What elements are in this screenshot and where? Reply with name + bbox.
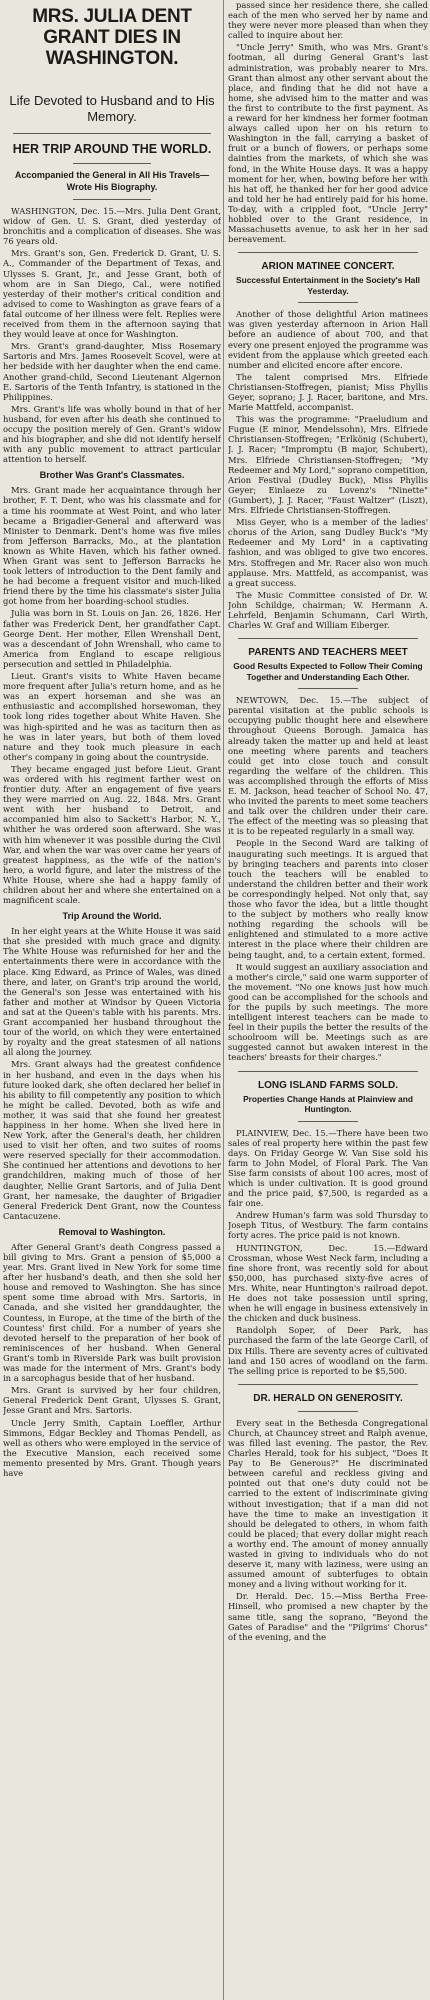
article-paragraph: WASHINGTON, Dec. 15.—Mrs. Julia Dent Grant, widow of Gen. U. S. Grant, died yesterday of bronchitis and a complication of diseases. She was 76 years old. (3, 206, 221, 247)
article-paragraph: Andrew Human's farm was sold Thursday to Joseph Titus, of Westbury. The farm contains forty acres. The price paid is not known. (228, 1210, 428, 1241)
article-paragraph: Mrs. Grant's son, Gen. Frederick D. Grant, U. S. A., Commander of the Department of Texas, and Ulysses S. Grant, Jr., and Jesse Grant, both of whom are in San Diego, Cal., were notified yesterday of their mother's critical condition and advised to come to Washington as grave fears of a fatal outcome of her illness were felt. Replies were received from them in the afternoon saying that they would leave at once for Washington. (3, 248, 221, 340)
herald-headline: DR. HERALD ON GENEROSITY. (253, 1392, 403, 1404)
article-paragraph: Lieut. Grant's visits to White Haven became more frequent after Julia's return home, and as he was an expert horseman and she was an enthusiastic and accomplished horsewoman, they took long rides together about White Haven. She was high-spirited and he was as taciturn then as he was in later years, but both of them loved nature and they took much pleasure in each other's company in going about the countryside. (3, 671, 221, 762)
divider (13, 133, 211, 134)
subheadline: Accompanied the General in All His Travels—Wrote His Biography. (14, 170, 210, 192)
divider (73, 163, 151, 164)
parents-headline: PARENTS AND TEACHERS MEET (248, 647, 408, 659)
article-paragraph: PLAINVIEW, Dec. 15.—There have been two sales of real property here within the past few days. On Friday George W. Van Sise sold his farm to John Model, of Floral Park. The Van Sise farm consists of about 100 acres, most of which is under cultivation. It is good ground and the price paid, $7,500, is regarded as a fair one. (228, 1127, 428, 1209)
subhead-removal: Removal to Washington. (58, 1226, 166, 1237)
article-paragraph: After General Grant's death Congress passed a bill giving to Mrs. Grant a pension of $5,000 a year. Mrs. Grant lived in New York for some time after her husband's death, and then she sold her house and removed to Washington. She has since spent some time abroad with Mrs. Sartoris, in Canada, and she visited her granddaughter, the Countess, in Europe, at the time of the birth of the Countess' first child. For a number of years she devoted herself to the preparation of her book of reminiscences of her husband. When General Grant's tomb in Riverside Park was built provision was made for the interment of Mrs. Grant's body in a sarcophagus beside that of her husband. (3, 1241, 221, 1384)
divider (73, 199, 151, 200)
divider (238, 1384, 418, 1385)
article-paragraph: Mrs. Grant made her acquaintance through her brother, F. T. Dent, who was his classmate and for a time his roommate at West Point, and who later became a Brigadier-General and afterward was Minister to Denmark. Dent's home was five miles from Jefferson Barracks, Mo., at the plantation known as White Haven, which his father owned. When Grant was sent to Jefferson Barracks he took letters of introduction to the Dent family and he had become a frequent visitor and much-liked friend there by the time his classmate's sister Julia got home from her boarding-school studies. (3, 485, 221, 607)
arion-headline: ARION MATINEE CONCERT. (261, 261, 395, 273)
divider (298, 688, 358, 689)
article-paragraph: Mrs. Grant is survived by her four children, General Frederick Dent Grant, Ulysses S. Grant, Jesse Grant and Mrs. Sartoris. (3, 1385, 221, 1416)
li-subheadline: Properties Change Hands at Plainview and Huntington. (243, 1093, 413, 1115)
subhead-trip: Trip Around the World. (62, 911, 162, 922)
divider (238, 638, 418, 639)
divider (298, 302, 358, 303)
divider (238, 252, 418, 253)
article-paragraph: This was the programme: "Praeludium and Fugue (E minor, Mendelssohn), Mrs. Elfriede Christiansen-Stoffregen; "Erlkönig (Schubert), J. J. Racer; "Impromptu (B major, Schubert), Mrs. Elfriede Christiansen-Stoffregen; "My Redeemer and My Lord," soprano competition, Arion Festival (Dudley Buck), Miss Phyllis Geyer; Einlaeze zu Lovenz's "Ninette" (Gumbert), J. J. Racer, "Faust Waltzer" (Liszt), Mrs. Elfriede Christiansen-Stoffregen. (228, 414, 428, 516)
article-paragraph: People in the Second Ward are talking of inaugurating such meetings. It is argued that by bringing teachers and parents into closer touch the teachers will be enabled to understand the children better and their work be correspondingly helped. Not only that, say those who favor the idea, but a little thought to the subject by mothers who really know nothing regarding the schools will be enlightened and stimulated to a more active interest in the place where their children are being taught, and, to a certain extent, formed. (228, 838, 428, 960)
article-paragraph: Mrs. Grant always had the greatest confidence in her husband, and even in the days when his future looked dark, she often declared her belief in his ability to fill competently any position to which he might be called. Devoted, both as wife and mother, it was said that she found her greatest happiness in her home. When she lived here in New York, after the General's death, her children used to visit her often, and two suites of rooms were reserved specially for their accommodation. She continued her attentions and devotions to her grandchildren, making much of those of her daughter, Nellie Grant Sartoris, and of Julia Dent Grant, her namesake, the daughter of Brigadier General Frederick Dent Grant, now the Countess Cantacuzene. (3, 1059, 221, 1221)
article-paragraph: "Uncle Jerry" Smith, who was Mrs. Grant's footman, all during General Grant's last administration, was probably nearer to Mrs. Grant than almost any other servant about the place, and finding that he did not have a home, she advised him to the matter and was the first to contribute to the first payment. As a reward for her kindness her former footman always called upon her on his return to Washington in the fall, carrying a basket of fruit or a bunch of flowers, or perhaps some dainties from the markets, of which she was fond, in the White House days. It was a happy moment for her, when, bowing before her with his hat off, he thanked her for her good advice and told her he had entirely paid for his home. To-day, with a crippled foot, "Uncle Jerry" hobbled over to the Grant residence, in Massachusetts avenue, to ask her in her sad bereavement. (228, 42, 428, 245)
article-paragraph: Miss Geyer, who is a member of the ladies' chorus of the Arion, sang Dudley Buck's "My Redeemer and My Lord" in a captivating fashion, and was obliged to give two encores. Mrs. Stoffregen and Mr. Racer also won much applause. Mrs. Mattfeld, as accompanist, was a great success. (228, 517, 428, 588)
article-paragraph: It would suggest an auxiliary association and a mother's circle," said one warm supporter of the movement. "No one knows just how much good can be accomplished for the schools and for the pupils by such meetings. The more intelligent interest teachers can be made to feel in their pupils the better the results of the schoolroom will be. Meetings such as are suggested cannot but awaken interest in the teachers' breasts for their charges." (228, 961, 428, 1063)
article-paragraph: Mrs. Grant's grand-daughter, Miss Rosemary Sartoris and Mrs. James Roosevelt Scovel, were at her bedside with her daughter when the end came. Another grand-child, Second Lieutenant Algernon E. Sartoris of the Tenth Infantry, is stationed in the Philippines. (3, 341, 221, 402)
main-headline: MRS. JULIA DENT GRANT DIES IN WASHINGTON. (32, 6, 192, 69)
column-rule (223, 0, 224, 2000)
arion-subheadline: Successful Entertainment in the Society's Hall Yesterday. (236, 275, 420, 296)
subhead-brother: Brother Was Grant's Classmates. (39, 470, 185, 481)
article-paragraph: Uncle Jerry Smith, Captain Loeffler, Arthur Simmons, Edgar Beckley and Thomas Pendell, as well as others who were employed in the service of the Executive Mansion, each received some memento presented by Mrs. Grant. Though years have (3, 1417, 221, 1478)
article-paragraph: Every seat in the Bethesda Congregational Church, at Chauncey street and Ralph avenue, was filled last evening. The pastor, the Rev. Charles Herald, took for his subject, "Does It Pay to Be Generous?" He discriminated between careful and reckless giving and pointed out that one's duty could not be carried to the extent of indiscriminate giving without investigation; that if a man did not have the time to make an investigation it should be delegated to others, in whom faith could be placed; that every dollar might reach a worthy end. The amount of money annually wasted in giving to individuals who do not deserve it, many with laziness, were using an assumed amount of subterfuges to obtain money and a living without working for it. (228, 1417, 428, 1590)
article-paragraph: Another of those delightful Arion matinees was given yesterday afternoon in Arion Hall before an audience of about 700, and that every one present enjoyed the programme was evident from the applause which greeted each number and elicited encore after encore. (228, 309, 428, 370)
article-paragraph: In her eight years at the White House it was said that she presided with much grace and dignity. The White House was refurnished for her and the entertainments there were in accordance with the place. King Edward, as Prince of Wales, was dined there, and later, on Grant's trip around the world, the General's son Jesse was entertained with his father and mother at Windsor by Queen Victoria and sat at the Queen's table with his parents. Mrs. Grant accompanied her husband throughout the tour of the world, on which they were entertained by royalty and the great statesmen of all nations all along the journey. (3, 926, 221, 1058)
article-paragraph: The Music Committee consisted of Dr. W. John Schildge, chairman; W. Hermann A. Lehrfeld, Benjamin Schumann, Carl Wirth, Charles W. Graf and William Eiberger. (228, 589, 428, 631)
article-paragraph: passed since her residence there, she called each of the men who served her by name and they were never more pleased than when they called to inquire about her. (228, 0, 428, 41)
li-headline: LONG ISLAND FARMS SOLD. (258, 1079, 398, 1091)
article-paragraph: Mrs. Grant's life was wholly bound in that of her husband, for even after his death she continued to occupy the position merely of Gen. Grant's widow and his biographer, and she did not identify herself with any public movement to attract particular attention to herself. (3, 403, 221, 465)
section-headline: HER TRIP AROUND THE WORLD. (12, 142, 212, 156)
article-paragraph: Julia was born in St. Louis on Jan. 26, 1826. Her father was Frederick Dent, her grandfather Capt. George Dent. Her mother, Ellen Wrenshall Dent, was a descendant of John Wrenshall, who came to America from England to escape religious persecution and settled in Philadelphia. (3, 608, 221, 669)
deck-headline: Life Devoted to Husband and to His Memory. (9, 93, 215, 124)
article-paragraph: Randolph Soper, of Deer Park, has purchased the farm of the late George Carll, of Dix Hills. There are seventy acres of cultivated land and 150 acres of woodland on the farm. The selling price is reported to be $5,500. (228, 1325, 428, 1376)
divider (298, 1121, 358, 1122)
article-paragraph: Dr. Herald. Dec. 15.—Miss Bertha Free-Hinsell, who promised a new chapter by the same title, sang the soprano, "Beyond the Gates of Paradise" and the "Pilgrims' Chorus" of the evening, and the (228, 1591, 428, 1642)
article-paragraph: HUNTINGTON, Dec. 15.—Edward Crossman, whose West Neck farm, including a fine shore front, was recently sold for about $50,000, has purchased sixty-five acres of Mrs. White, near Huntington's railroad depot. He does not take possession until spring, when he will engage in business extensively in the chicken and duck business. (228, 1242, 428, 1324)
article-paragraph: They became engaged just before Lieut. Grant was ordered with his regiment farther west on frontier duty. After an engagement of five years they were married on Aug. 22, 1848. Mrs. Grant went with her husband to Detroit, and accompanied him also to Sackett's Harbor, N. Y., whither he was ordered soon afterward. She was with him whenever it was possible during the Civil War, and when the war was over came her years of greatest happiness, as the wife of the nation's hero, a world figure, and later the mistress of the White House, where she had a happy family of children about her and where she entertained on a magnificent scale. (3, 763, 221, 906)
article-paragraph: NEWTOWN, Dec. 15.—The subject of parental visitation at the public schools is occupying public thought here and elsewhere throughout Queens Borough. Jamaica has already taken the matter up and held at least one meeting where parents and teachers could get into close touch and consult regarding the welfare of the children. This was accomplished through the efforts of Miss E. M. Jackson, head teacher of School No. 47, who invited the parents to meet some teachers and talk over the children under their care. The effect of the meeting was so pleasing that it is to be repeated regularly in a small way. (228, 695, 428, 837)
article-paragraph: The talent comprised Mrs. Elfriede Christiansen-Stoffregen, pianist; Miss Phyllis Geyer, soprano; J. J. Racer, baritone, and Mrs. Marie Mattfeld, accompanist. (228, 371, 428, 413)
divider (298, 1411, 358, 1412)
parents-subheadline: Good Results Expected to Follow Their Coming Together and Understanding Each Other. (233, 661, 423, 682)
right-column (228, 0, 428, 2000)
left-column (3, 0, 221, 2000)
divider (238, 1071, 418, 1072)
